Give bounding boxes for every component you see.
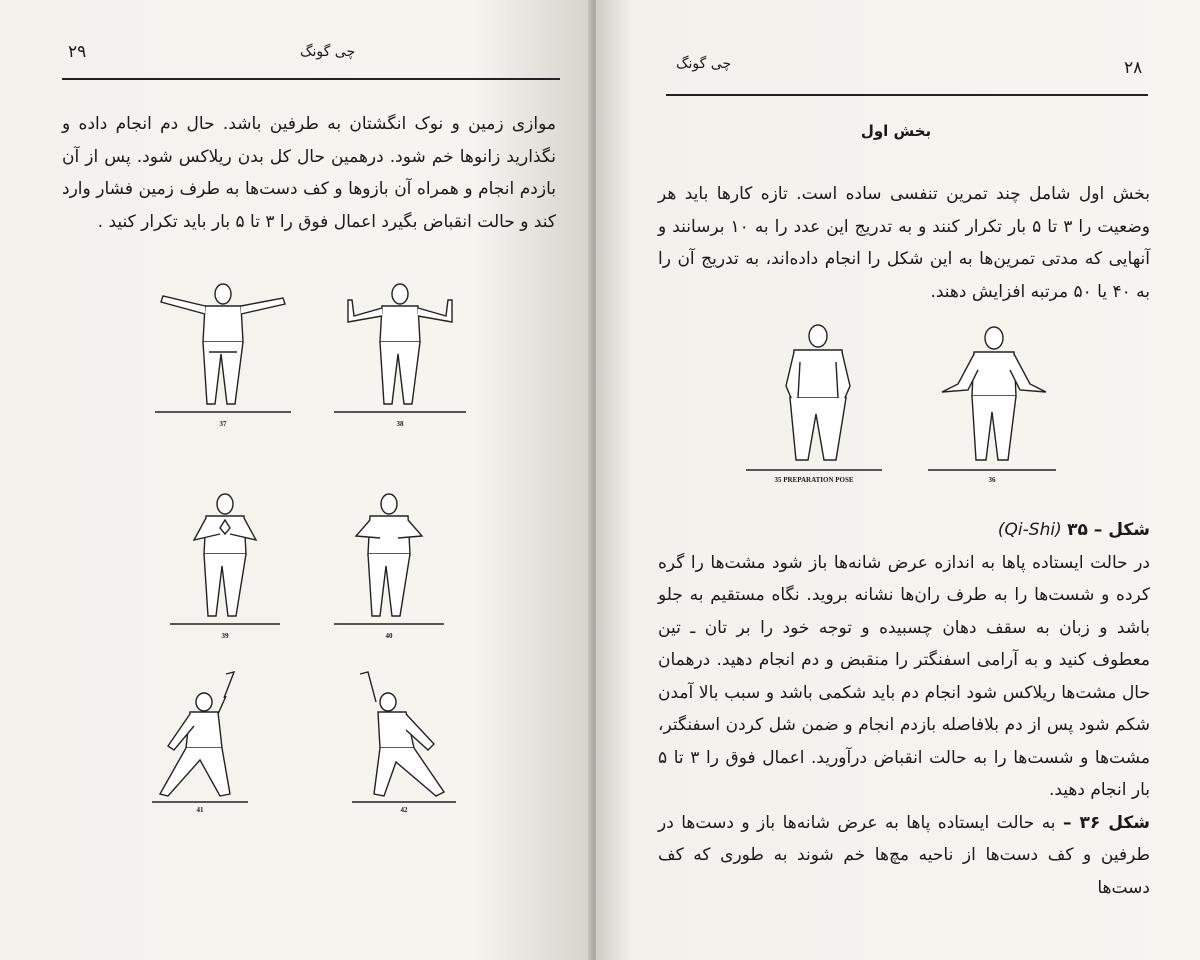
figure-39 bbox=[170, 484, 280, 644]
figure-42-label: 42 bbox=[400, 806, 408, 814]
figure-36-paragraph: شکل ۳۶ – به حالت ایستاده پاها به عرض شانه‌ها باز و دست‌ها در طرفین و کف دست‌ها از ناحیه مچ‌ها خم شوند به طوری که کف دست‌ها bbox=[658, 812, 1150, 898]
figure-36-label: 36 bbox=[988, 476, 996, 484]
figure-37-drawing bbox=[155, 272, 291, 420]
figure-35-label: 35 PREPARATION POSE bbox=[774, 476, 854, 484]
figure-35-heading: شکل – ۳۵ (Qi-Shi) bbox=[997, 520, 1150, 540]
figure-39-label: 39 bbox=[221, 632, 229, 640]
left-header-rule bbox=[62, 78, 560, 80]
figure-36 bbox=[928, 322, 1056, 490]
right-page bbox=[596, 0, 1200, 960]
figure-39-drawing bbox=[170, 484, 280, 632]
figure-42 bbox=[352, 668, 456, 820]
right-page-number: ۲۸ bbox=[1124, 58, 1143, 78]
figure-41 bbox=[152, 668, 248, 820]
figure-40-drawing bbox=[334, 484, 444, 632]
right-header-rule bbox=[666, 94, 1148, 96]
figure-38-drawing bbox=[334, 272, 466, 420]
figure-42-drawing bbox=[352, 668, 456, 808]
intro-paragraph: بخش اول شامل چند تمرین تنفسی ساده است. تازه کارها باید هر وضعیت را ۳ تا ۵ بار تکرار کنند و به تدریج این عدد را به ۱۰ برسانند و آنهایی که مدتی تمرین‌ها به این شکل را انجام داده‌اند، به تدریج آن را به ۴۰ یا ۵۰ مرتبه افزایش دهند. bbox=[658, 184, 1150, 302]
left-page bbox=[0, 0, 592, 960]
figure-38-label: 38 bbox=[396, 420, 404, 428]
figure-38 bbox=[334, 272, 466, 432]
left-page-number: ۲۹ bbox=[68, 42, 87, 62]
figure-41-label: 41 bbox=[196, 806, 204, 814]
figure-41-drawing bbox=[152, 668, 248, 808]
figure-35 bbox=[746, 322, 882, 490]
figure-37-label: 37 bbox=[219, 420, 227, 428]
section-heading: بخش اول bbox=[860, 122, 932, 140]
figure-35-section bbox=[658, 514, 1150, 904]
figure-36-drawing bbox=[928, 322, 1056, 476]
figure-40 bbox=[334, 484, 444, 644]
figure-35-text: در حالت ایستاده پاها به اندازه عرض شانه‌ها باز شود مشت‌ها را گره کرده و شست‌ها را به طرف ران‌ها نشانه بروید. نگاه مستقیم به جلو باشد و زبان به سقف دهان چسبیده و توجه خود را بر تان ـ تین معطوف کنید و به آرامی اسفنگتر را منقبض و دم انجام دهید. درهمان حال مشت‌ها ریلاکس شود انجام دم باید شکمی باشد و سبب بالا آمدن شکم شود پس از دم بلافاصله بازدم انجام و ضمن شل کردن اسفنگتر، مشت‌ها و شست‌ها را به حالت انقباض درآورید. اعمال فوق را ۳ تا ۵ بار انجام دهید. bbox=[658, 552, 1150, 800]
left-paragraph: موازی زمین و نوک انگشتان به طرفین باشد. حال دم انجام داده و نگذارید زانوها خم شود. درهمین حال کل بدن ریلاکس شود. پس از آن بازدم انجام و همراه آن بازوها و کف دست‌ها به طرف زمین فشار وارد کند و حالت انقباض بگیرد اعمال فوق را ۳ تا ۵ بار باید تکرار کنید . bbox=[62, 114, 556, 232]
right-running-title: چی گونگ bbox=[676, 56, 732, 72]
figure-37 bbox=[155, 272, 291, 432]
left-running-title: چی گونگ bbox=[300, 44, 356, 60]
figure-35-drawing bbox=[746, 322, 882, 476]
figure-40-label: 40 bbox=[385, 632, 393, 640]
